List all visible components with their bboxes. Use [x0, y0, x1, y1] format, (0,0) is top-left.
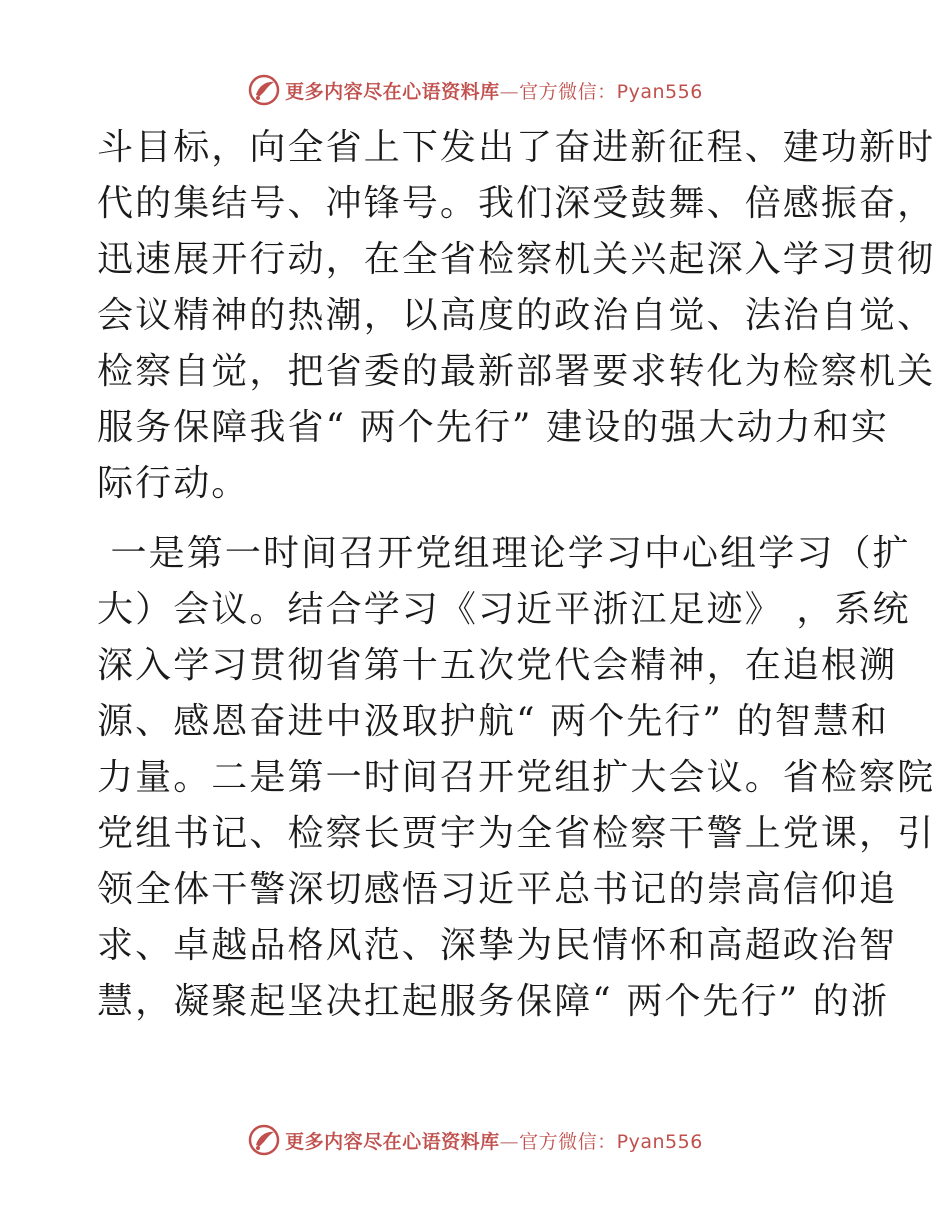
header-banner — [0, 68, 950, 112]
footer-brand-text: 更多内容尽在心语资料库 — [285, 1130, 500, 1153]
document-body — [97, 120, 936, 1030]
text-line: 会议精神的热潮，以高度的政治自觉、法治自觉、 — [97, 295, 936, 336]
footer-banner — [0, 1118, 950, 1162]
header-brand-text: 更多内容尽在心语资料库 — [285, 80, 500, 103]
text-line: 求、卓越品格风范、深挚为民情怀和高超政治智 — [97, 925, 898, 966]
text-line: 慧，凝聚起坚决扛起服务保障“ 两个先行” 的浙 — [97, 981, 889, 1022]
text-line: 党组书记、检察长贾宇为全省检察干警上党课，引 — [97, 813, 936, 854]
text-line: 大）会议。结合学习《习近平浙江足迹》 ，系统 — [97, 589, 911, 630]
paragraph-2 — [97, 526, 936, 1030]
text-line: 检察自觉，把省委的最新部署要求转化为检察机关 — [97, 351, 936, 392]
footer-contact-text: 官方微信：Pyan556 — [519, 1130, 703, 1153]
text-line: 斗目标，向全省上下发出了奋进新征程、建功新时 — [97, 127, 936, 168]
text-line: 深入学习贯彻省第十五次党代会精神，在追根溯 — [97, 645, 898, 686]
header-contact-text: 官方微信：Pyan556 — [519, 80, 703, 103]
brand-logo-icon — [247, 73, 281, 107]
header-banner-text — [285, 77, 703, 104]
text-line: 领全体干警深切感悟习近平总书记的崇高信仰追 — [97, 869, 898, 910]
paragraph-1 — [97, 120, 936, 512]
text-line: 一是第一时间召开党组理论学习中心组学习（扩 — [97, 533, 911, 574]
brand-logo-icon — [247, 1123, 281, 1157]
text-line: 力量。二是第一时间召开党组扩大会议。省检察院 — [97, 757, 936, 798]
text-line: 迅速展开行动，在全省检察机关兴起深入学习贯彻 — [97, 239, 936, 280]
footer-separator: — — [499, 1130, 520, 1153]
paragraph-gap — [97, 512, 847, 526]
text-line: 际行动。 — [97, 463, 250, 504]
text-line: 代的集结号、冲锋号。我们深受鼓舞、倍感振奋， — [97, 183, 936, 224]
header-separator: — — [499, 80, 520, 103]
text-line: 源、感恩奋进中汲取护航“ 两个先行” 的智慧和 — [97, 701, 889, 742]
text-line: 服务保障我省“ 两个先行” 建设的强大动力和实 — [97, 407, 889, 448]
footer-banner-text — [285, 1127, 703, 1154]
